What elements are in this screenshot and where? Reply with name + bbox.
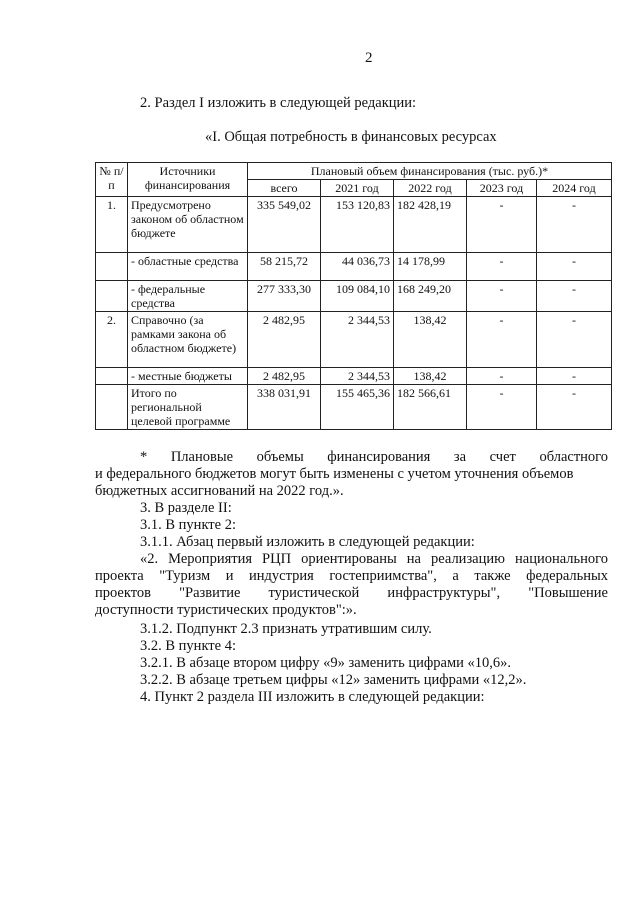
cell-2023: - (467, 385, 537, 430)
item-3-2-1: 3.2.1. В абзаце втором цифру «9» заменить цифрами «10,6». (140, 655, 512, 671)
quote-line-2-text: проекта "Туризм и индустрия гостеприимства", а также федеральных (95, 568, 608, 584)
item-3-2-2: 3.2.2. В абзаце третьем цифры «12» заменить цифрами «12,2». (140, 672, 527, 688)
row-source: - местные бюджеты (128, 368, 248, 385)
table-row (96, 253, 612, 281)
row-source: Справочно (за рамками закона об областном бюджете) (128, 312, 248, 368)
cell-2022: 182 428,19 (394, 197, 467, 253)
cell-2021: 2 344,53 (321, 368, 394, 385)
cell-2023: - (467, 281, 537, 312)
cell-2023: - (467, 312, 537, 368)
cell-2024: - (537, 385, 612, 430)
footnote-line-2: и федерального бюджетов могут быть изменены с учетом уточнения объемов (95, 466, 574, 482)
cell-total: 2 482,95 (248, 312, 321, 368)
header-2024: 2024 год (537, 180, 612, 197)
quote-line-3 (95, 585, 608, 602)
row-source: Итого по региональной целевой программе (128, 385, 248, 430)
financing-table (95, 162, 612, 430)
item-3-1: 3.1. В пункте 2: (140, 517, 236, 533)
cell-2024: - (537, 197, 612, 253)
cell-2023: - (467, 253, 537, 281)
header-2023: 2023 год (467, 180, 537, 197)
row-source: - областные средства (128, 253, 248, 281)
row-source: - федеральные средства (128, 281, 248, 312)
cell-2022: 138,42 (394, 312, 467, 368)
cell-2022: 182 566,61 (394, 385, 467, 430)
cell-2022: 168 249,20 (394, 281, 467, 312)
cell-2024: - (537, 312, 612, 368)
row-num (96, 253, 128, 281)
table-row (96, 385, 612, 430)
cell-2021: 2 344,53 (321, 312, 394, 368)
section-title: «I. Общая потребность в финансовых ресурсах (205, 129, 497, 145)
item-3-1-2: 3.1.2. Подпункт 2.3 признать утратившим силу. (140, 621, 432, 637)
header-2021: 2021 год (321, 180, 394, 197)
header-source: Источники финансирования (128, 163, 248, 197)
row-num: 1. (96, 197, 128, 253)
quote-line-4: доступности туристических продуктов":». (95, 602, 357, 618)
header-total: всего (248, 180, 321, 197)
table-row (96, 312, 612, 368)
footnote (140, 449, 608, 466)
cell-total: 338 031,91 (248, 385, 321, 430)
cell-total: 2 482,95 (248, 368, 321, 385)
cell-2021: 153 120,83 (321, 197, 394, 253)
footnote-line-3: бюджетных ассигнований на 2022 год.». (95, 483, 344, 499)
cell-2021: 155 465,36 (321, 385, 394, 430)
table-row (96, 281, 612, 312)
quote-line-2 (95, 568, 608, 585)
table-header-row (96, 163, 612, 180)
cell-2023: - (467, 197, 537, 253)
cell-total: 335 549,02 (248, 197, 321, 253)
cell-2021: 109 084,10 (321, 281, 394, 312)
quote-line-1 (140, 551, 608, 568)
header-plan: Плановый объем финансирования (тыс. руб.)* (248, 163, 612, 180)
intro-paragraph: 2. Раздел I изложить в следующей редакции: (140, 95, 417, 111)
cell-2024: - (537, 281, 612, 312)
item-4: 4. Пункт 2 раздела III изложить в следующей редакции: (140, 689, 485, 705)
table-row (96, 368, 612, 385)
footnote-line-1: * Плановые объемы финансирования за счет областного (140, 449, 608, 465)
cell-2024: - (537, 368, 612, 385)
item-3: 3. В разделе II: (140, 500, 232, 516)
cell-2022: 14 178,99 (394, 253, 467, 281)
quote-line-1-text: «2. Мероприятия РЦП ориентированы на реализацию национального (140, 551, 608, 567)
header-2022: 2022 год (394, 180, 467, 197)
quote-line-3-text: проектов "Развитие туристической инфраструктуры", "Повышение (95, 585, 608, 601)
cell-2022: 138,42 (394, 368, 467, 385)
row-num (96, 385, 128, 430)
item-3-2: 3.2. В пункте 4: (140, 638, 236, 654)
cell-total: 58 215,72 (248, 253, 321, 281)
header-num: № п/п (96, 163, 128, 197)
cell-2024: - (537, 253, 612, 281)
row-source: Предусмотрено законом об областном бюджете (128, 197, 248, 253)
row-num (96, 281, 128, 312)
cell-total: 277 333,30 (248, 281, 321, 312)
item-3-1-1: 3.1.1. Абзац первый изложить в следующей редакции: (140, 534, 475, 550)
row-num (96, 368, 128, 385)
cell-2021: 44 036,73 (321, 253, 394, 281)
row-num: 2. (96, 312, 128, 368)
table-row (96, 197, 612, 253)
cell-2023: - (467, 368, 537, 385)
page-number: 2 (365, 50, 373, 66)
